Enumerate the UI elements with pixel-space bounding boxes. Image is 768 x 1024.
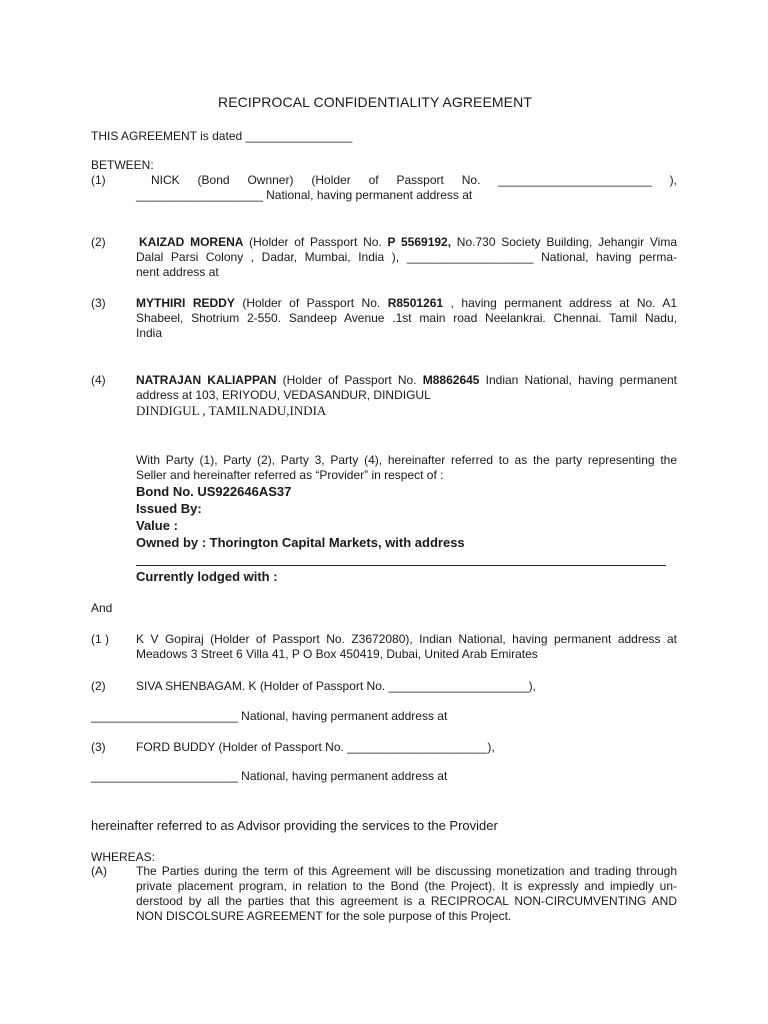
- party-4-name: NATRAJAN KALIAPPAN: [136, 373, 277, 387]
- whereas-line-2: private placement program, in relation to the Bond (the Project). It is expressly and impiedly un-: [136, 879, 677, 893]
- with-party-line-2: Seller and hereinafter referred as “Provider” in respect of :: [136, 468, 444, 482]
- bond-value: Value :: [136, 518, 178, 533]
- party-3-number: (3): [91, 296, 106, 310]
- advisor-1-line-1: K V Gopiraj (Holder of Passport No. Z3672080), Indian National, having permanent address at: [136, 632, 677, 646]
- with-party-line-1: With Party (1), Party (2), Party 3, Party (4), hereinafter referred to as the party representing the: [136, 453, 677, 467]
- party-4-line-3: DINDIGUL , TAMILNADU,INDIA: [136, 403, 327, 418]
- party-3-line-3: India: [136, 326, 163, 340]
- party-4-line-1: [136, 373, 677, 388]
- party-1-line-1: NICK (Bond Ownner) (Holder of Passport No. _______________________ ),: [151, 173, 677, 187]
- party-1-line-2: ___________________ National, having permanent address at: [136, 188, 473, 202]
- whereas-a-number: (A): [91, 864, 107, 878]
- advisor-2-line-1: SIVA SHENBAGAM. K (Holder of Passport No. _____________________),: [136, 679, 537, 693]
- whereas-line-3: derstood by all the parties that this agreement is a RECIPROCAL NON-CIRCUMVENTING AND: [136, 894, 677, 908]
- party-3-name: MYTHIRI REDDY: [136, 296, 235, 310]
- party-3-line-1: [136, 296, 677, 311]
- whereas-line-1: The Parties during the term of this Agreement will be discussing monetization and trading through: [136, 864, 677, 878]
- party-3-line-2: Shabeel, Shotrium 2-550. Sandeep Avenue .1st main road Neelankrai. Chennai. Tamil Nadu,: [136, 311, 677, 325]
- party-2-number: (2): [91, 235, 106, 249]
- advisor-2-line-2: ______________________ National, having permanent address at: [91, 709, 448, 723]
- party-3-passport: R8501261: [387, 296, 444, 310]
- bond-lodged-with: Currently lodged with :: [136, 569, 278, 584]
- agreement-date-line: THIS AGREEMENT is dated ________________: [91, 129, 353, 143]
- party-2-name: KAIZAD MORENA: [139, 235, 244, 249]
- address-blank-line: [136, 565, 666, 566]
- party-2-line-3: nent address at: [136, 265, 219, 279]
- party-4-line-2: address at 103, ERIYODU, VEDASANDUR, DINDIGUL: [136, 388, 431, 402]
- advisor-3-line-2: ______________________ National, having permanent address at: [91, 769, 448, 783]
- advisor-3-number: (3): [91, 740, 106, 754]
- party-1-number: (1): [91, 173, 106, 187]
- advisor-note: hereinafter referred to as Advisor providing the services to the Provider: [91, 818, 498, 833]
- party-4-text-b: Indian National, having permanent: [479, 373, 678, 387]
- party-3-text-b: , having permanent address at No. A1: [443, 296, 678, 310]
- party-4-text-a: (Holder of Passport No.: [276, 373, 423, 387]
- party-2-line-2: Dalal Parsi Colony , Dadar, Mumbai, India ), ___________________ National, having perma-: [136, 250, 677, 264]
- party-2-text-b: No.730 Society Building, Jehangir Vima: [451, 235, 677, 249]
- advisor-1-line-2: Meadows 3 Street 6 Villa 41, P O Box 450419, Dubai, United Arab Emirates: [136, 647, 538, 661]
- bond-number: Bond No. US922646AS37: [136, 484, 292, 499]
- advisor-1-number: (1 ): [91, 632, 109, 646]
- and-separator: And: [91, 601, 113, 615]
- between-heading: BETWEEN:: [91, 158, 154, 172]
- party-2-text-a: (Holder of Passport No.: [243, 235, 388, 249]
- party-2-line-1: [139, 235, 677, 250]
- whereas-line-4: NON DISCOLSURE AGREEMENT for the sole purpose of this Project.: [136, 909, 512, 923]
- party-4-number: (4): [91, 373, 106, 387]
- whereas-heading: WHEREAS:: [91, 850, 156, 864]
- party-3-text-a: (Holder of Passport No.: [234, 296, 388, 310]
- party-2-passport: P 5569192,: [387, 235, 452, 249]
- advisor-3-line-1: FORD BUDDY (Holder of Passport No. _____________________),: [136, 740, 495, 754]
- document-title: RECIPROCAL CONFIDENTIALITY AGREEMENT: [218, 94, 532, 110]
- bond-owned-by: Owned by : Thorington Capital Markets, with address: [136, 535, 465, 550]
- advisor-2-number: (2): [91, 679, 106, 693]
- bond-issued-by: Issued By:: [136, 501, 202, 516]
- party-4-passport: M8862645: [422, 373, 480, 387]
